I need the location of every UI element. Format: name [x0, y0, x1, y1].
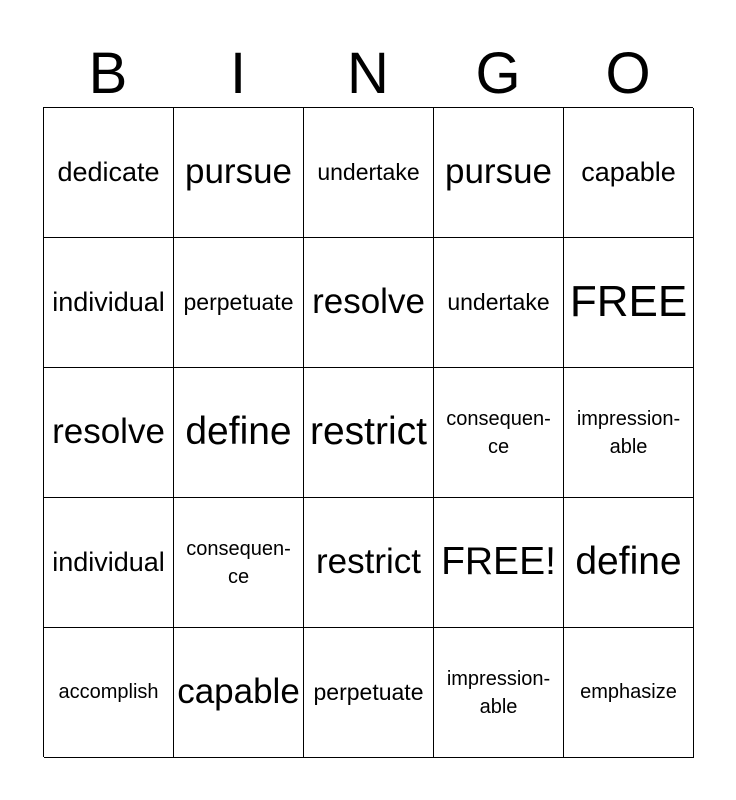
cell-word: restrict — [316, 542, 421, 582]
bingo-cell-r1c1[interactable] — [44, 108, 174, 238]
bingo-cell-r5c1[interactable] — [44, 628, 174, 758]
bingo-cell-r1c5[interactable] — [564, 108, 694, 238]
bingo-cell-r5c2[interactable] — [174, 628, 304, 758]
cell-word: resolve — [52, 412, 165, 452]
bingo-cell-r3c5[interactable] — [564, 368, 694, 498]
cell-word: accomplish — [58, 681, 159, 703]
cell-word: resolve — [312, 282, 425, 322]
cell-word: restrict — [310, 410, 427, 454]
bingo-cell-r4c3[interactable] — [304, 498, 434, 628]
cell-word: impression- able — [576, 407, 681, 458]
header-letter-b: B — [88, 41, 128, 106]
cell-word: define — [575, 540, 682, 584]
bingo-cell-r2c5[interactable] — [564, 238, 694, 368]
bingo-cell-r4c2[interactable] — [174, 498, 304, 628]
bingo-cell-r3c3[interactable] — [304, 368, 434, 498]
bingo-cell-r3c1[interactable] — [44, 368, 174, 498]
bingo-cell-r2c2[interactable] — [174, 238, 304, 368]
bingo-cell-r5c4[interactable] — [434, 628, 564, 758]
cell-word: dedicate — [57, 156, 160, 187]
bingo-cell-r5c5[interactable] — [564, 628, 694, 758]
cell-word: consequen- ce — [446, 407, 551, 458]
bingo-cell-r2c3[interactable] — [304, 238, 434, 368]
cell-word: individual — [52, 286, 165, 317]
cell-word: capable — [177, 672, 300, 712]
bingo-cell-r4c1[interactable] — [44, 498, 174, 628]
cell-word: undertake — [447, 289, 550, 316]
bingo-cell-r4c5[interactable] — [564, 498, 694, 628]
cell-word: impression- able — [446, 667, 551, 718]
cell-word-free: FREE! — [441, 540, 556, 584]
bingo-header — [43, 40, 693, 108]
cell-word: pursue — [444, 152, 553, 192]
cell-word: perpetuate — [183, 289, 294, 316]
bingo-cell-r1c2[interactable] — [174, 108, 304, 238]
cell-word: capable — [581, 156, 676, 187]
cell-word: define — [185, 410, 292, 454]
bingo-cell-r5c3[interactable] — [304, 628, 434, 758]
header-letter-o: O — [605, 41, 651, 106]
cell-word: pursue — [184, 152, 293, 192]
bingo-board — [43, 107, 693, 757]
bingo-cell-r4c4[interactable] — [434, 498, 564, 628]
cell-word: perpetuate — [313, 679, 424, 706]
bingo-cell-r1c4[interactable] — [434, 108, 564, 238]
bingo-cell-r3c4[interactable] — [434, 368, 564, 498]
header-letter-i: I — [229, 41, 247, 106]
bingo-cell-r2c1[interactable] — [44, 238, 174, 368]
cell-word: emphasize — [580, 681, 677, 703]
bingo-cell-r3c2[interactable] — [174, 368, 304, 498]
cell-word: consequen- ce — [186, 537, 291, 588]
bingo-cell-r1c3[interactable] — [304, 108, 434, 238]
cell-word-free: FREE — [569, 277, 688, 327]
bingo-cell-r2c4[interactable] — [434, 238, 564, 368]
cell-word: undertake — [317, 159, 420, 186]
cell-word: individual — [52, 546, 165, 577]
header-letter-n: N — [347, 41, 389, 106]
header-letter-g: G — [475, 41, 521, 106]
